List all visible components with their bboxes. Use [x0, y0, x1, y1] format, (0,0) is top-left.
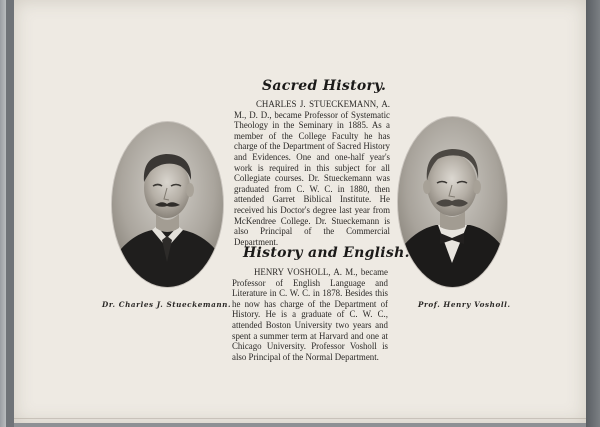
portrait-stueckemann-image — [112, 122, 223, 287]
sacred-history-text: CHARLES J. STUECKEMANN, A. M., D. D., became Professor of Systematic Theology in the Seminary in 1885. As a member of the College Faculty he has charge of the Department of Sacred History and Evidences. One and one-half year's work is required in this subject for all Collegiate courses. Dr. Stueckemann was graduated from C. W. C. in 1880, then attended Garret Biblical Institute. He received his Doctor's degree last year from McKendree College. Dr. Stueckemann is also Principal of the Commercial Department. — [234, 99, 390, 247]
portrait-stueckemann — [112, 122, 223, 287]
scan-edge-right — [586, 0, 600, 427]
history-english-text: HENRY VOSHOLL, A. M., became Professor of English Language and Literature in C. W. C. in 1878. Besides this he now has charge of the Department of History. He is a graduate of C. W. C., attended Boston University two years and spent a summer term at Harvard and one at Chicago University. Professor Vosholl is also Principal of the Normal Department. — [232, 267, 388, 362]
caption-stueckemann: Dr. Charles J. Stueckemann. — [102, 300, 232, 309]
scan-edge-left — [0, 0, 6, 427]
portrait-vosholl-image — [398, 117, 507, 287]
heading-history-english: History and English. — [243, 245, 410, 261]
page-fold-line — [14, 418, 586, 419]
caption-vosholl: Prof. Henry Vosholl. — [418, 300, 511, 309]
history-english-paragraph — [232, 267, 388, 362]
heading-sacred-history: Sacred History. — [262, 78, 387, 94]
sacred-history-paragraph — [234, 99, 390, 247]
portrait-vosholl — [398, 117, 507, 287]
page-bottom-shadow — [14, 423, 586, 427]
